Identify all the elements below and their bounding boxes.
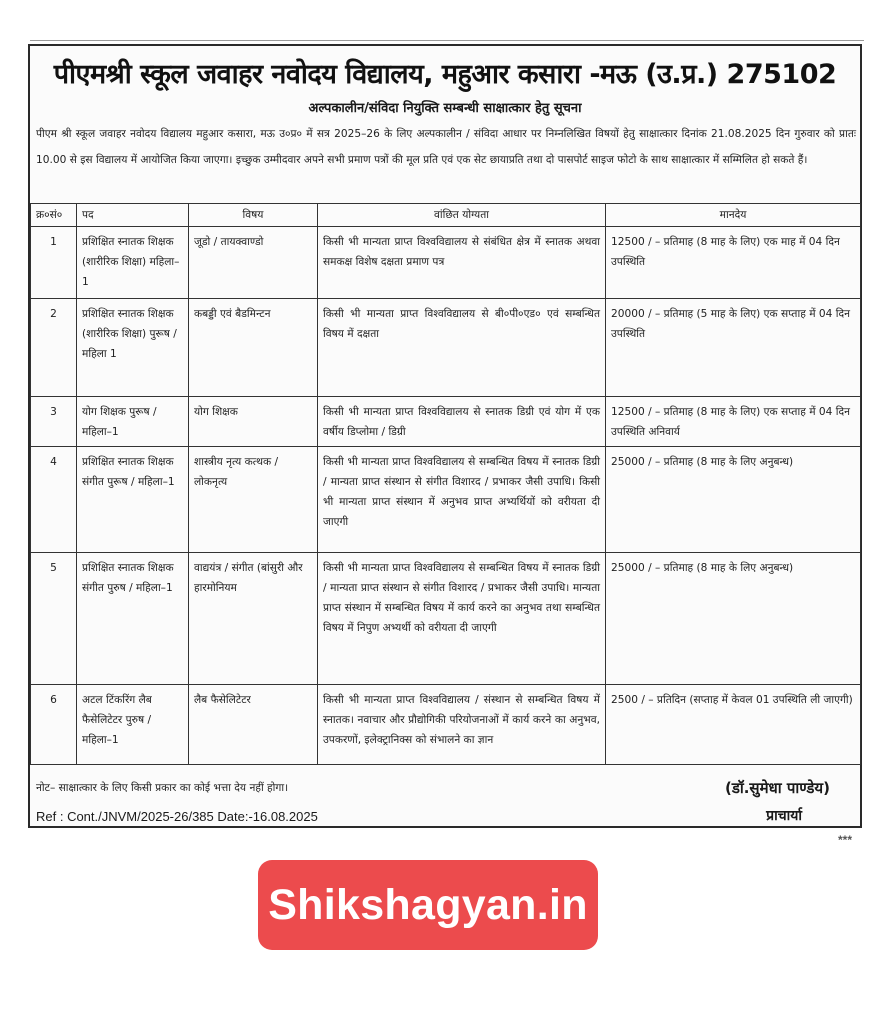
cell-subject: जूडो / तायक्वाण्डो — [189, 227, 318, 299]
cell-qualification: किसी भी मान्यता प्राप्त विश्वविद्यालय से सम्बन्धित विषय में स्नातक डिग्री / मान्यता प्राप्त संस्थान से संगीत विशारद / प्रभाकर जैसी उपाधि। मान्यता प्राप्त संस्थान में सम्बन्धित विषय में कार्य करने का अनुभव तथा सम्बन्धित विषय में निपुण अभ्यर्थी को वरीयता दी जाएगी — [318, 553, 606, 685]
cell-honorarium: 25000 / – प्रतिमाह (8 माह के लिए अनुबन्ध) — [606, 553, 861, 685]
table-row — [31, 227, 861, 299]
cell-honorarium: 12500 / – प्रतिमाह (8 माह के लिए) एक सप्ताह में 04 दिन उपस्थिति अनिवार्य — [606, 397, 861, 447]
notice-title: पीएमश्री स्कूल जवाहर नवोदय विद्यालय, महुआर कसारा -मऊ (उ.प्र.) 275102 — [53, 59, 837, 90]
cell-serial-number: 2 — [31, 299, 77, 397]
cell-serial-number: 1 — [31, 227, 77, 299]
cell-subject: शास्त्रीय नृत्य कत्थक / लोकनृत्य — [189, 447, 318, 553]
cell-post: प्रशिक्षित स्नातक शिक्षक (शारीरिक शिक्षा) पुरूष / महिला 1 — [77, 299, 189, 397]
cell-qualification: किसी भी मान्यता प्राप्त विश्वविद्यालय से स्नातक डिग्री एवं योग में एक वर्षीय डिप्लोमा / डिग्री — [318, 397, 606, 447]
header-subject: विषय — [189, 204, 318, 227]
cell-subject: वाद्ययंत्र / संगीत (बांसुरी और हारमोनियम — [189, 553, 318, 685]
header-post: पद — [77, 204, 189, 227]
cell-honorarium: 25000 / – प्रतिमाह (8 माह के लिए अनुबन्ध) — [606, 447, 861, 553]
notice-intro-paragraph: पीएम श्री स्कूल जवाहर नवोदय विद्यालय महुआर कसारा, मऊ उ०प्र० में सत्र 2025–26 के लिए अल्पकालीन / संविदा आधार पर निम्नलिखित विषयों हेतु साक्षात्कार दिनांक 21.08.2025 दिन गुरुवार को प्रातः 10.00 से इस विद्यालय में आयोजित किया जाएगा। इच्छुक उम्मीदवार अपने सभी प्रमाण पत्रों की मूल प्रति एवं एक सेट छायाप्रति तथा दो पासपोर्ट साइज फोटो के साथ साक्षात्कार में सम्मिलित हो सकते हैं। — [36, 128, 856, 166]
cell-honorarium: 20000 / – प्रतिमाह (5 माह के लिए) एक सप्ताह में 04 दिन उपस्थिति — [606, 299, 861, 397]
cell-post: योग शिक्षक पुरूष / महिला–1 — [77, 397, 189, 447]
table-row — [31, 447, 861, 553]
cell-honorarium: 12500 / – प्रतिमाह (8 माह के लिए) एक माह में 04 दिन उपस्थिति — [606, 227, 861, 299]
table-row — [31, 685, 861, 765]
cell-post: प्रशिक्षित स्नातक शिक्षक संगीत पुरूष / महिला–1 — [77, 447, 189, 553]
header-qualification: वांछित योग्यता — [318, 204, 606, 227]
recruitment-notice — [28, 44, 862, 828]
trailing-stars: *** — [838, 833, 853, 847]
cell-serial-number: 4 — [31, 447, 77, 553]
website-watermark-banner: Shikshagyan.in — [258, 860, 598, 950]
cell-post: अटल टिंकरिंग लैब फैसेलिटेटर पुरुष / महिला–1 — [77, 685, 189, 765]
top-divider-line — [30, 40, 864, 41]
cell-serial-number: 3 — [31, 397, 77, 447]
cell-qualification: किसी भी मान्यता प्राप्त विश्वविद्यालय से सम्बन्धित विषय में स्नातक डिग्री / मान्यता प्राप्त संस्थान से संगीत विशारद / प्रभाकर जैसी उपाधि। किसी भी मान्यता प्राप्त संस्थान में अनुभव प्राप्त अभ्यर्थियों को वरीयता दी जाएगी — [318, 447, 606, 553]
header-honorarium: मानदेय — [606, 204, 861, 227]
cell-qualification: किसी भी मान्यता प्राप्त विश्वविद्यालय / संस्थान से सम्बन्धित विषय में स्नातक। नवाचार और प्रौद्योगिकी परियोजनाओं में कार्य करने का अनुभव, उपकरणों, इलेक्ट्रानिक्स को संभालने का ज्ञान — [318, 685, 606, 765]
cell-subject: लैब फैसेलिटेटर — [189, 685, 318, 765]
cell-serial-number: 6 — [31, 685, 77, 765]
cell-qualification: किसी भी मान्यता प्राप्त विश्वविद्यालय से संबंधित क्षेत्र में स्नातक अथवा समकक्ष विशेष दक्षता प्रमाण पत्र — [318, 227, 606, 299]
cell-post: प्रशिक्षित स्नातक शिक्षक संगीत पुरुष / महिला–1 — [77, 553, 189, 685]
vacancy-table — [30, 203, 861, 765]
cell-qualification: किसी भी मान्यता प्राप्त विश्वविद्यालय से बी०पी०एड० एवं सम्बन्धित विषय में दक्षता — [318, 299, 606, 397]
notice-subtitle: अल्पकालीन/संविदा नियुक्ति सम्बन्धी साक्षात्कार हेतु सूचना — [308, 101, 582, 116]
cell-subject: योग शिक्षक — [189, 397, 318, 447]
reference-number: Ref : Cont./JNVM/2025-26/385 Date:-16.08.2025 — [36, 809, 318, 824]
header-serial-number: क्र०सं० — [31, 204, 77, 227]
table-row — [31, 553, 861, 685]
cell-serial-number: 5 — [31, 553, 77, 685]
table-header-row — [31, 204, 861, 227]
signatory-designation: प्राचार्या — [766, 808, 802, 824]
table-row — [31, 397, 861, 447]
signatory-name: (डॉ.सुमेधा पाण्डेय) — [724, 779, 830, 797]
cell-post: प्रशिक्षित स्नातक शिक्षक (शारीरिक शिक्षा) महिला–1 — [77, 227, 189, 299]
table-row — [31, 299, 861, 397]
cell-honorarium: 2500 / – प्रतिदिन (सप्ताह में केवल 01 उपस्थिति ली जाएगी) — [606, 685, 861, 765]
cell-subject: कबड्डी एवं बैडमिन्टन — [189, 299, 318, 397]
notice-footnote: नोट– साक्षात्कार के लिए किसी प्रकार का कोई भत्ता देय नहीं होगा। — [36, 782, 289, 794]
